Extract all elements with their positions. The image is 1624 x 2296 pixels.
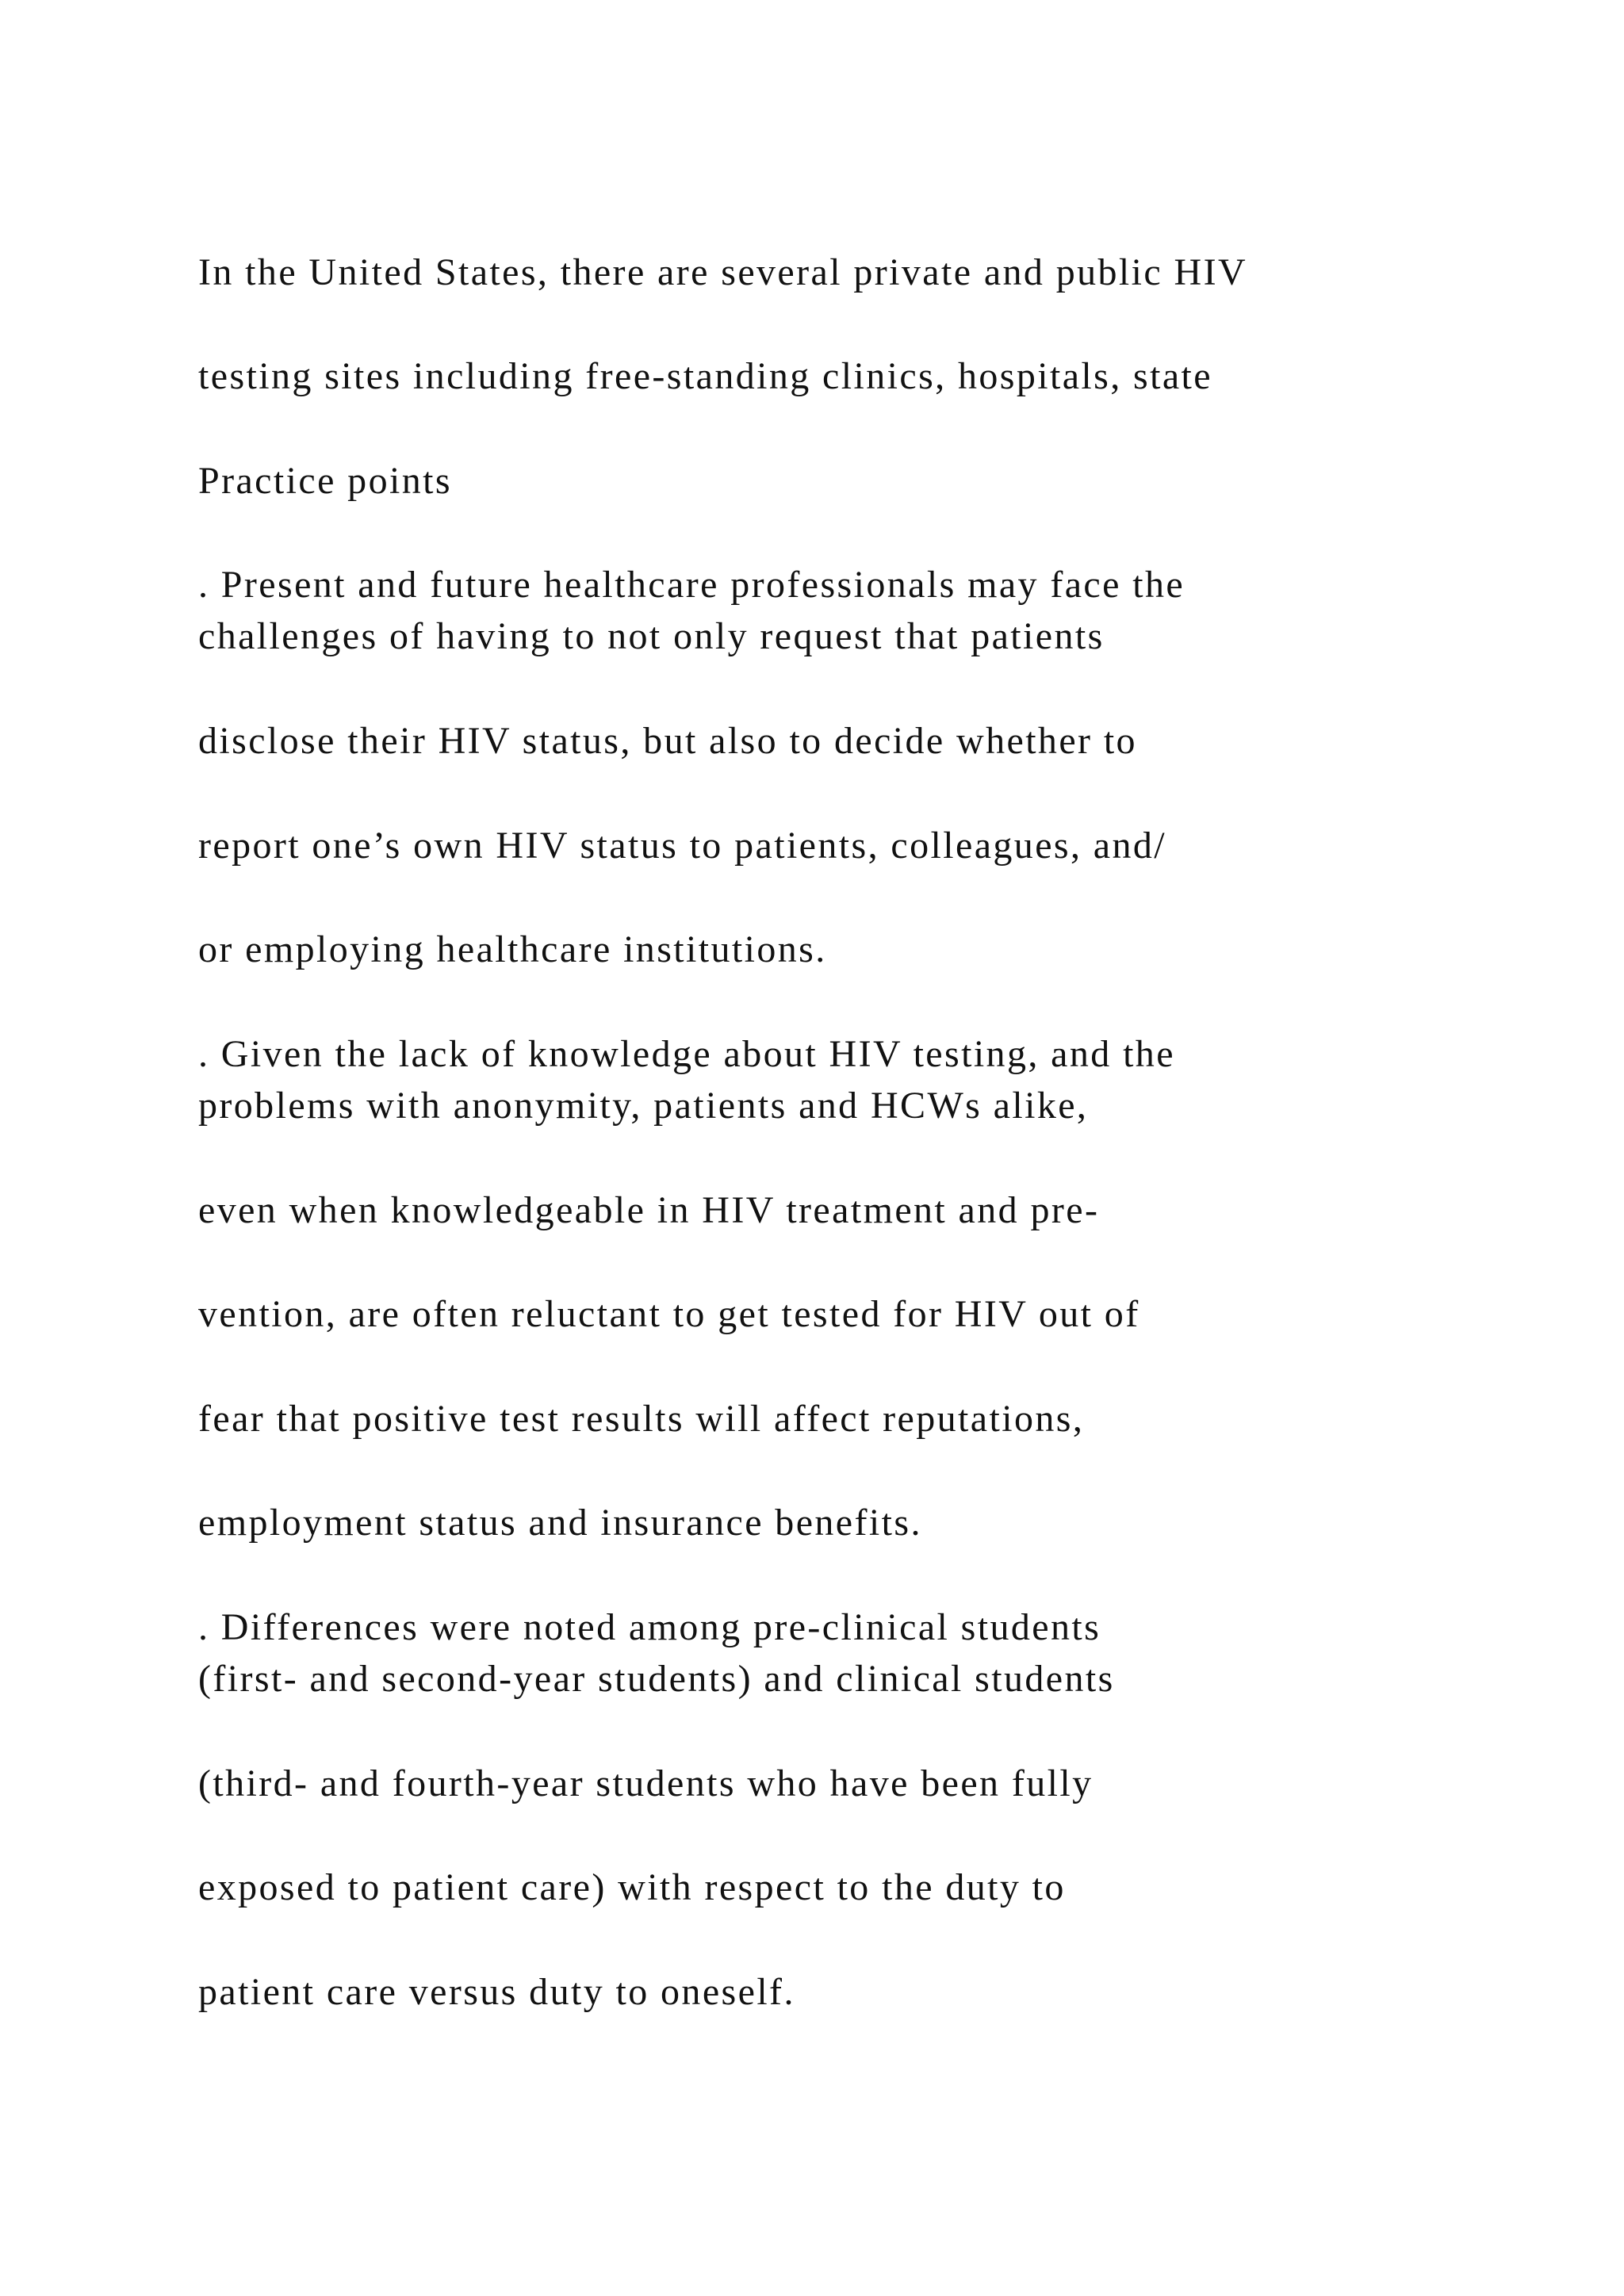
bullet-1-line-1: . Present and future healthcare professionals may face the — [198, 564, 1185, 606]
bullet-3-line-5: patient care versus duty to oneself. — [198, 1971, 795, 2013]
bullet-2-line-4: vention, are often reluctant to get tested for HIV out of — [198, 1293, 1140, 1335]
bullet-2-line-3: even when knowledgeable in HIV treatment and pre- — [198, 1189, 1100, 1231]
text-line-intro-2: testing sites including free-standing clinics, hospitals, state — [198, 355, 1212, 397]
bullet-2-line-1: . Given the lack of knowledge about HIV testing, and the — [198, 1033, 1175, 1075]
bullet-1-line-3: disclose their HIV status, but also to decide whether to — [198, 720, 1137, 762]
text-line-intro-1: In the United States, there are several private and public HIV — [198, 251, 1248, 293]
bullet-1-line-5: or employing healthcare institutions. — [198, 928, 827, 970]
bullet-3-line-4: exposed to patient care) with respect to the duty to — [198, 1866, 1066, 1908]
bullet-2-line-2: problems with anonymity, patients and HCWs alike, — [198, 1085, 1089, 1127]
bullet-3-line-1: . Differences were noted among pre-clinical students — [198, 1606, 1101, 1648]
bullet-1-line-4: report one’s own HIV status to patients, colleagues, and/ — [198, 825, 1167, 867]
bullet-3-line-3: (third- and fourth-year students who have been fully — [198, 1762, 1094, 1804]
section-heading-practice-points: Practice points — [198, 460, 452, 502]
bullet-1-line-2: challenges of having to not only request that patients — [198, 615, 1105, 657]
bullet-2-line-6: employment status and insurance benefits. — [198, 1502, 922, 1544]
bullet-2-line-5: fear that positive test results will affect reputations, — [198, 1398, 1085, 1440]
bullet-3-line-2: (first- and second-year students) and clinical students — [198, 1658, 1115, 1700]
